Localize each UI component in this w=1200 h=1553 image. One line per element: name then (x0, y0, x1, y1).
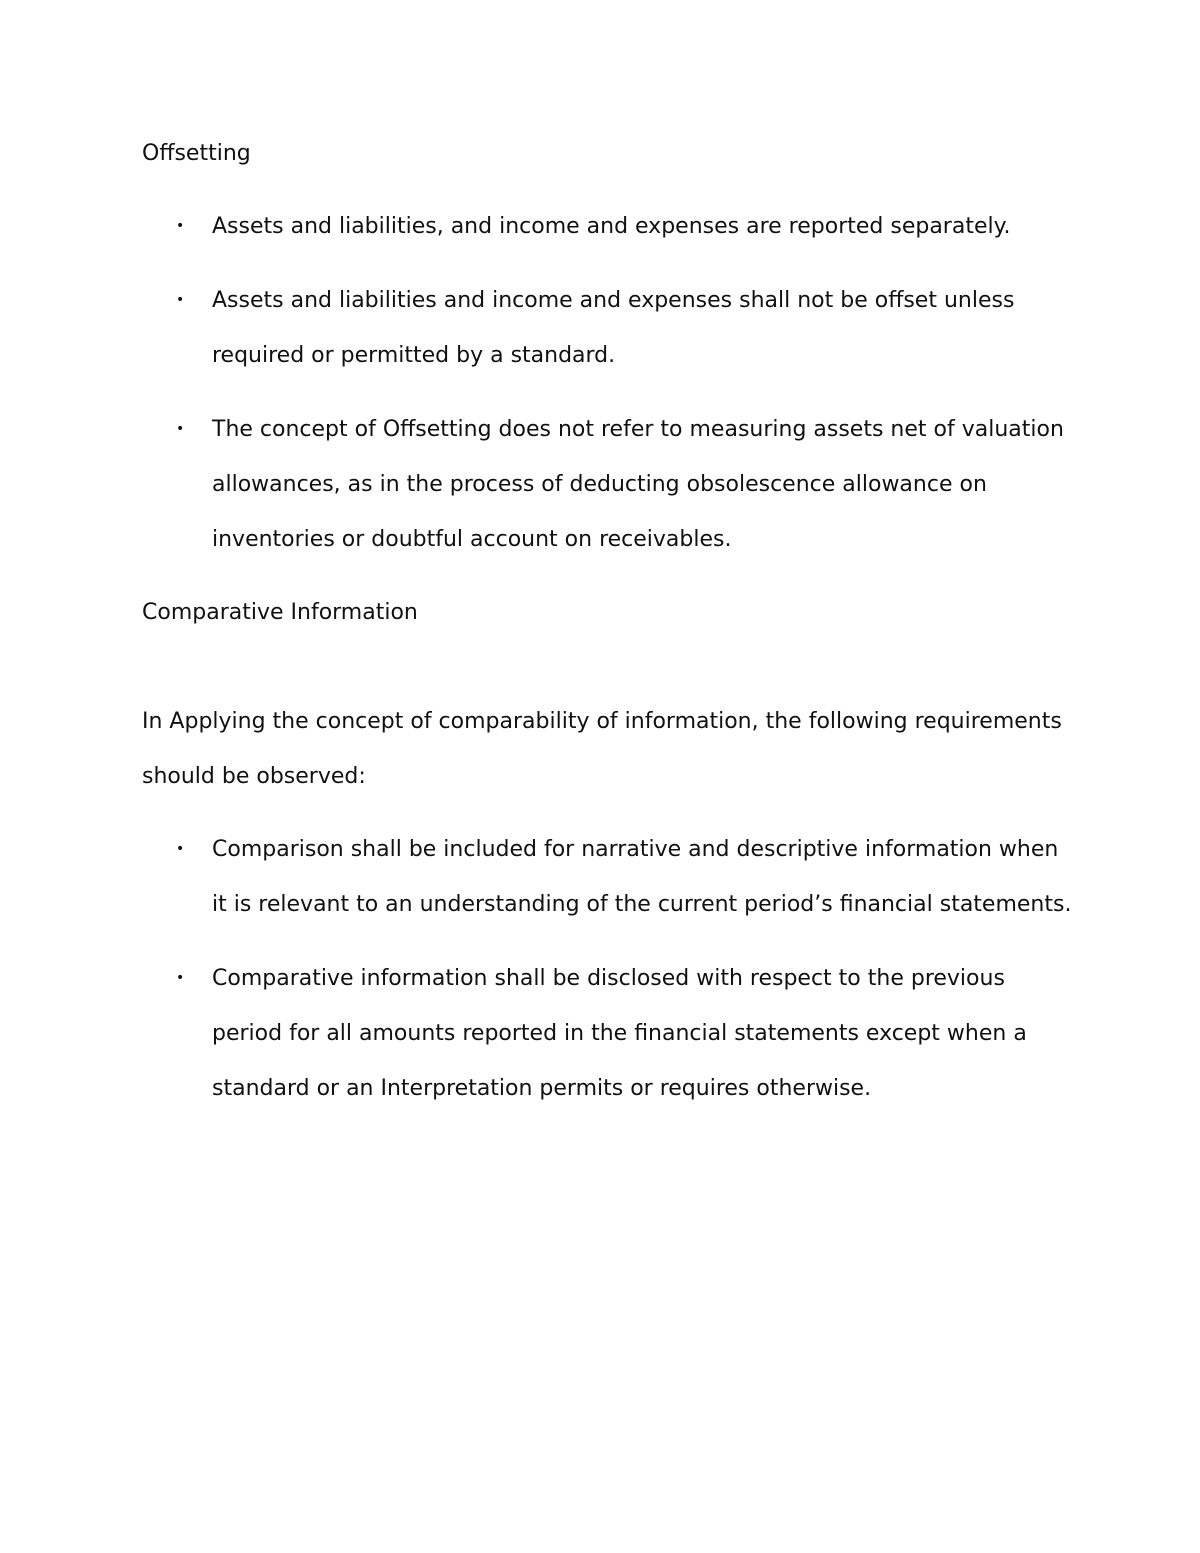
list-item-text: Comparison shall be included for narrative and descriptive information when it is relevant to an understanding of the current period’s financial statements. (212, 837, 1072, 917)
bullet-icon: • (176, 292, 185, 308)
bullet-icon: • (176, 970, 185, 986)
comparative-bullet-list (142, 822, 1072, 1116)
list-item (142, 822, 1072, 932)
bullet-icon: • (176, 218, 185, 234)
list-item (142, 199, 1072, 254)
list-item (142, 273, 1072, 383)
list-item (142, 951, 1072, 1116)
document-page (142, 126, 1072, 1134)
list-item-text: The concept of Offsetting does not refer to measuring assets net of valuation allowances, as in the process of deducting obsolescence allowance on inventories or doubtful account on receivables. (212, 417, 1064, 552)
list-item (142, 402, 1072, 567)
section-heading-offsetting: Offsetting (142, 141, 251, 166)
section-heading-comparative-information: Comparative Information (142, 600, 418, 625)
list-item-text: Assets and liabilities, and income and expenses are reported separately. (212, 214, 1011, 239)
spacer (142, 640, 1072, 694)
offsetting-bullet-list (142, 199, 1072, 567)
bullet-icon: • (176, 421, 185, 437)
list-item-text: Comparative information shall be disclosed with respect to the previous period for all amounts reported in the financial statements except when a standard or an Interpretation permits or requires otherwise. (212, 966, 1027, 1101)
list-item-text: Assets and liabilities and income and expenses shall not be offset unless required or permitted by a standard. (212, 288, 1015, 368)
bullet-icon: • (176, 841, 185, 857)
intro-paragraph: In Applying the concept of comparability of information, the following requirements should be observed: (142, 709, 1062, 789)
